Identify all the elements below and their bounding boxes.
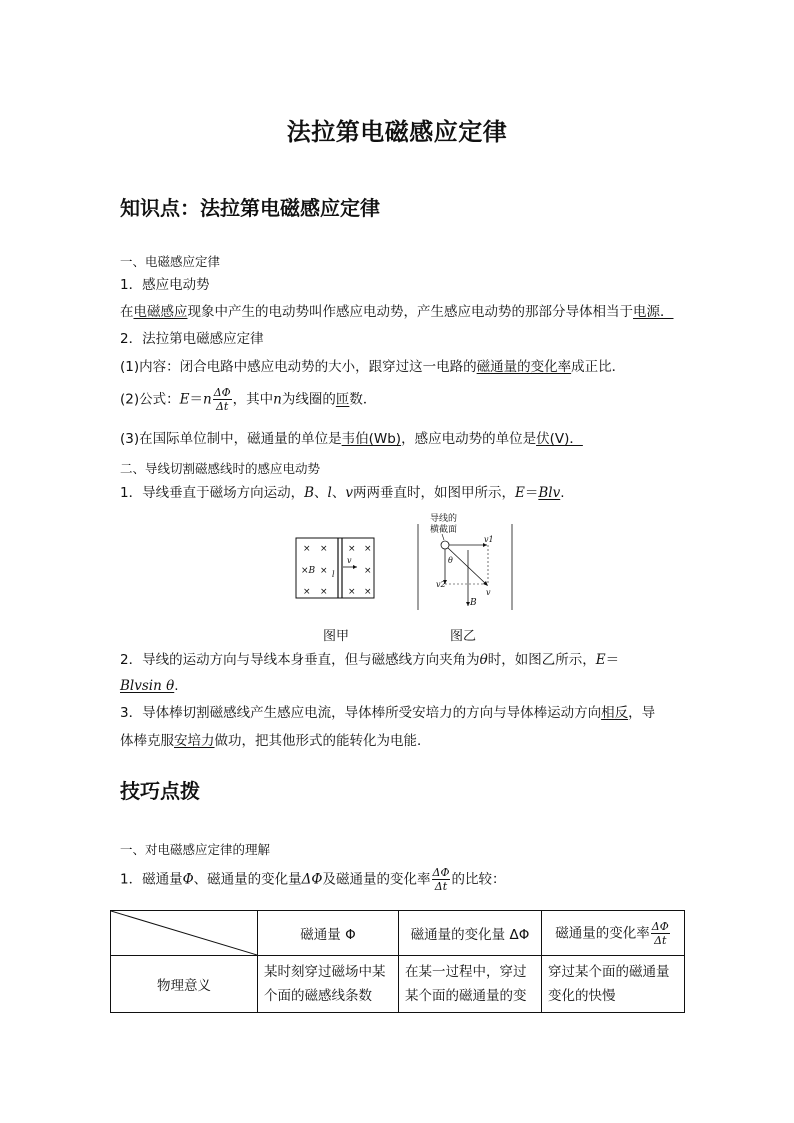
fraction: [432, 866, 451, 893]
symbol-l: l: [327, 485, 332, 501]
paragraph-line: [120, 302, 674, 322]
symbol-delta-phi: ΔΦ: [301, 871, 323, 888]
underlined-answer: 电源．: [633, 304, 674, 320]
symbol-n: n: [202, 391, 212, 408]
length-label-l: l: [332, 570, 335, 579]
equals: ＝: [524, 485, 539, 501]
table-cell: [542, 956, 685, 1013]
figure-b-label: 横截面: [430, 525, 458, 535]
table-header-cell: 磁通量的变化量 ΔΦ: [399, 911, 542, 956]
text: 在: [120, 304, 134, 320]
text: 1．磁通量: [120, 871, 183, 888]
underlined-answer: 伏(V)．: [536, 431, 583, 447]
underlined-answer: Blv: [538, 485, 561, 501]
fraction-numerator: ΔΦ: [651, 919, 669, 933]
text: 体棒克服: [120, 733, 174, 749]
symbol-v: v: [345, 485, 353, 501]
table-cell: [258, 956, 399, 1013]
header-text: 磁通量的变化率: [555, 925, 650, 941]
subsection-heading: 一、对电磁感应定律的理解: [120, 842, 271, 857]
paragraph-line: [120, 731, 431, 751]
text: ，导: [628, 705, 656, 721]
paragraph-line: [120, 676, 179, 696]
text: 3．导体棒切割磁感线产生感应电流，导体棒所受安培力的方向与导体棒运动方向: [120, 705, 602, 721]
field-label-B: ×B: [301, 566, 316, 576]
section-heading-tips: 技巧点拨: [120, 779, 200, 803]
table-header-row: [111, 911, 685, 956]
velocity-label-v: v: [486, 588, 491, 597]
cell-line: 穿过某个面的磁通量: [548, 964, 670, 980]
fraction-numerator: ΔΦ: [213, 386, 231, 399]
velocity-label-v2: v2: [436, 580, 446, 589]
diagonal-header-cell: [111, 911, 258, 956]
equals: ＝: [605, 652, 620, 668]
fraction: [651, 920, 670, 947]
equals: ＝: [189, 391, 203, 408]
cell-line: 在某一过程中，穿过: [405, 964, 527, 980]
separator: 、: [331, 485, 346, 501]
text: 的比较：: [451, 871, 506, 888]
table-cell: [399, 956, 542, 1013]
subsection-heading: 二、导线切割磁感线时的感应电动势: [120, 461, 321, 476]
text: 成正比．: [571, 359, 626, 375]
figure-b-diagram: [412, 510, 520, 612]
svg-text:×: ×: [320, 544, 328, 554]
cell-line: 变化的快慢: [548, 988, 616, 1004]
cell-line: 个面的磁感线条数: [264, 988, 372, 1004]
figure-a-diagram: [295, 537, 375, 599]
velocity-label-v: v: [347, 556, 352, 565]
fraction-denominator: Δt: [434, 880, 448, 893]
svg-text:×: ×: [348, 544, 356, 554]
paragraph-line: [120, 483, 565, 503]
figure-b-label: 导线的: [430, 514, 458, 524]
svg-text:×: ×: [320, 566, 328, 576]
cell-line: 某时刻穿过磁场中某: [264, 964, 386, 980]
svg-text:×: ×: [364, 544, 372, 554]
text: ，感应电动势的单位是: [401, 431, 537, 447]
text: 时，如图乙所示，: [487, 652, 596, 668]
svg-text:×: ×: [320, 587, 328, 597]
diagonal-line: [111, 911, 257, 955]
text: 做功，把其他形式的能转化为电能．: [214, 733, 431, 749]
table-header-cell: 磁通量 Φ: [258, 911, 399, 956]
table-header-cell: [542, 911, 685, 956]
text: (3)在国际单位制中，磁通量的单位是: [120, 431, 342, 447]
fraction-denominator: Δt: [654, 933, 667, 947]
svg-text:×: ×: [364, 587, 372, 597]
comparison-table: [110, 910, 685, 1013]
underlined-answer: 匝: [335, 391, 350, 408]
symbol-E: E: [595, 652, 606, 668]
svg-text:×: ×: [303, 544, 311, 554]
underlined-answer: 电磁感应: [133, 304, 188, 320]
page-title: 法拉第电磁感应定律: [286, 118, 508, 146]
section-heading-knowledge: 知识点：法拉第电磁感应定律: [120, 196, 380, 220]
paragraph-line: [120, 703, 655, 723]
symbol-theta: θ: [479, 652, 488, 668]
velocity-label-v1: v1: [484, 535, 494, 544]
table-row: [111, 956, 685, 1013]
underlined-answer: 相反: [601, 705, 629, 721]
text: 为线圈的: [281, 391, 336, 408]
text: .: [560, 485, 565, 501]
text: (2)公式：: [120, 391, 180, 408]
symbol-B: B: [304, 485, 315, 501]
text: 、磁通量的变化量: [193, 871, 302, 888]
paragraph-line: [120, 357, 625, 377]
fraction: [213, 386, 232, 413]
fraction-numerator: ΔΦ: [432, 866, 450, 879]
underlined-answer: Blvsin θ: [120, 678, 175, 694]
symbol-E: E: [179, 391, 190, 408]
paragraph-line: [120, 429, 583, 449]
text: 现象中产生的电动势叫作感应电动势，产生感应电动势的那部分导体相当于: [187, 304, 633, 320]
item-heading: 2．法拉第电磁感应定律: [120, 331, 264, 347]
item-heading: 1．感应电动势: [120, 277, 210, 293]
figure-a-caption: 图甲: [323, 629, 350, 644]
underlined-answer: 磁通量的变化率: [476, 359, 572, 375]
text: (1)内容：闭合电路中感应电动势的大小，跟穿过这一电路的: [120, 359, 477, 375]
underlined-answer: 韦伯(Wb): [341, 431, 402, 447]
symbol-n: n: [273, 391, 282, 408]
fraction-denominator: Δt: [215, 400, 229, 413]
text: 数．: [349, 391, 377, 408]
text: .: [174, 678, 179, 694]
svg-text:×: ×: [348, 587, 356, 597]
text: 及磁通量的变化率: [322, 871, 431, 888]
text: 2．导线的运动方向与导线本身垂直，但与磁感线方向夹角为: [120, 652, 480, 668]
text: 1．导线垂直于磁场方向运动，: [120, 485, 305, 501]
separator: 、: [314, 485, 328, 501]
figure-b-caption: 图乙: [450, 629, 477, 644]
row-label: 物理意义: [111, 956, 258, 1013]
underlined-answer: 安培力: [174, 733, 215, 749]
svg-text:×: ×: [303, 587, 311, 597]
svg-text:×: ×: [364, 566, 372, 576]
symbol-E: E: [514, 485, 525, 501]
subsection-heading: 一、电磁感应定律: [120, 254, 221, 269]
paragraph-line: [120, 866, 505, 893]
formula-line: [120, 386, 376, 413]
angle-label-theta: θ: [448, 556, 453, 565]
cell-line: 某个面的磁通量的变: [405, 988, 527, 1004]
text: ，其中: [232, 391, 274, 408]
field-label-B: B: [470, 598, 477, 608]
text: 两两垂直时，如图甲所示，: [352, 485, 515, 501]
symbol-phi: Φ: [182, 871, 194, 888]
paragraph-line: [120, 650, 619, 670]
